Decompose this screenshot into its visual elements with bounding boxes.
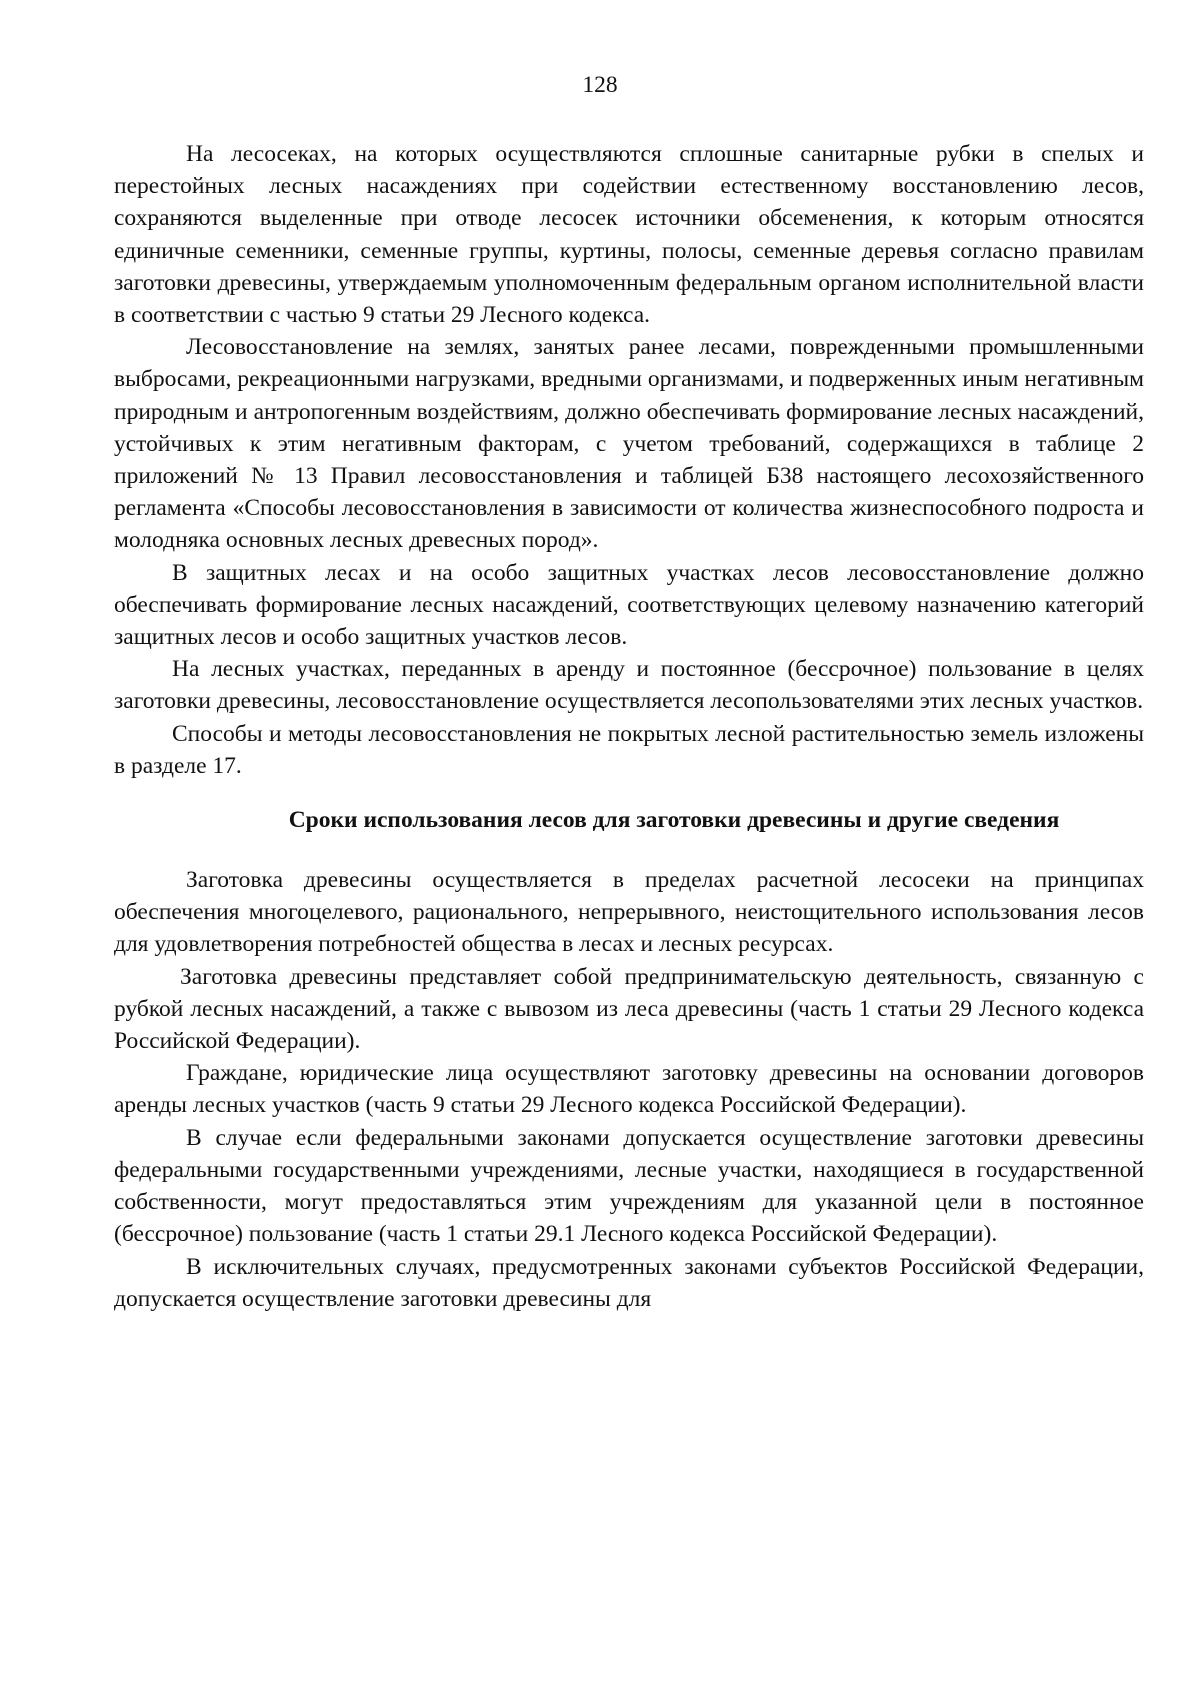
paragraph-harvest-limits: Заготовка древесины осуществляется в пределах расчетной лесосеки на принципах обеспечения многоцелевого, рационального, непрерывного, неистощительного использования лесов для удовлетворения потребностей общества в лесах и лесных ресурсах. [114, 867, 1144, 958]
heading-gap [114, 836, 1144, 864]
paragraph-methods-reference: Способы и методы лесовосстановления не покрытых лесной растительностью земель изложены в разделе 17. [114, 720, 1144, 779]
section-gap [114, 782, 1144, 804]
paragraph-damaged-lands-reforestation: Лесовосстановление на землях, занятых ранее лесами, поврежденными промышленными выбросами, рекреационными нагрузками, вредными организмами, и подверженных иным негативным природным и антропогенным воздействиям, должно обеспечивать формирование лесных насаждений, устойчивых к этим негативным факторам, с учетом требований, содержащихся в таблице 2 приложений № 13 Правил лесовосстановления и таблицей Б38 настоящего лесохозяйственного регламента «Способы лесовосстановления в зависимости от количества жизнеспособного подроста и молодняка основных лесных древесных пород». [114, 334, 1144, 554]
paragraph-leased-plots: На лесных участках, переданных в аренду и постоянное (бессрочное) пользование в целях заготовки древесины, лесовосстановление осуществляется лесопользователями этих лесных участков. [114, 656, 1144, 715]
document-body [114, 138, 1144, 1315]
section-heading: Сроки использования лесов для заготовки древесины и другие сведения [288, 807, 1060, 834]
paragraph-exceptional-cases: В исключительных случаях, предусмотренных законами субъектов Российской Федерации, допускается осуществление заготовки древесины для [114, 1253, 1144, 1312]
paragraph-federal-institutions: В случае если федеральными законами допускается осуществление заготовки древесины федеральными государственными учреждениями, лесные участки, находящиеся в государственной собственности, могут предоставляться этим учреждениям для указанной цели в постоянное (бессрочное) пользование (часть 1 статьи 29.1 Лесного кодекса Российской Федерации). [114, 1124, 1144, 1248]
page-number: 128 [582, 72, 618, 98]
paragraph-harvest-definition: Заготовка древесины представляет собой предпринимательскую деятельность, связанную с рубкой лесных насаждений, а также с вывозом из леса древесины (часть 1 статьи 29 Лесного кодекса Российской Федерации). [114, 963, 1144, 1055]
paragraph-clearcut-seed-sources: На лесосеках, на которых осуществляются сплошные санитарные рубки в спелых и перестойных лесных насаждениях при содействии естественному восстановлению лесов, сохраняются выделенные при отводе лесосек источники обсеменения, к которым относятся единичные семенники, семенные группы, куртины, полосы, семенные деревья согласно правилам заготовки древесины, утверждаемым уполномоченным федеральным органом исполнительной власти в соответствии с частью 9 статьи 29 Лесного кодекса. [114, 141, 1144, 329]
paragraph-protective-forests: В защитных лесах и на особо защитных участках лесов лесовосстановление должно обеспечивать формирование лесных насаждений, соответствующих целевому назначению категорий защитных лесов и особо защитных участков лесов. [114, 559, 1144, 651]
paragraph-lease-agreements: Граждане, юридические лица осуществляют заготовку древесины на основании договоров аренды лесных участков (часть 9 статьи 29 Лесного кодекса Российской Федерации). [114, 1060, 1144, 1119]
